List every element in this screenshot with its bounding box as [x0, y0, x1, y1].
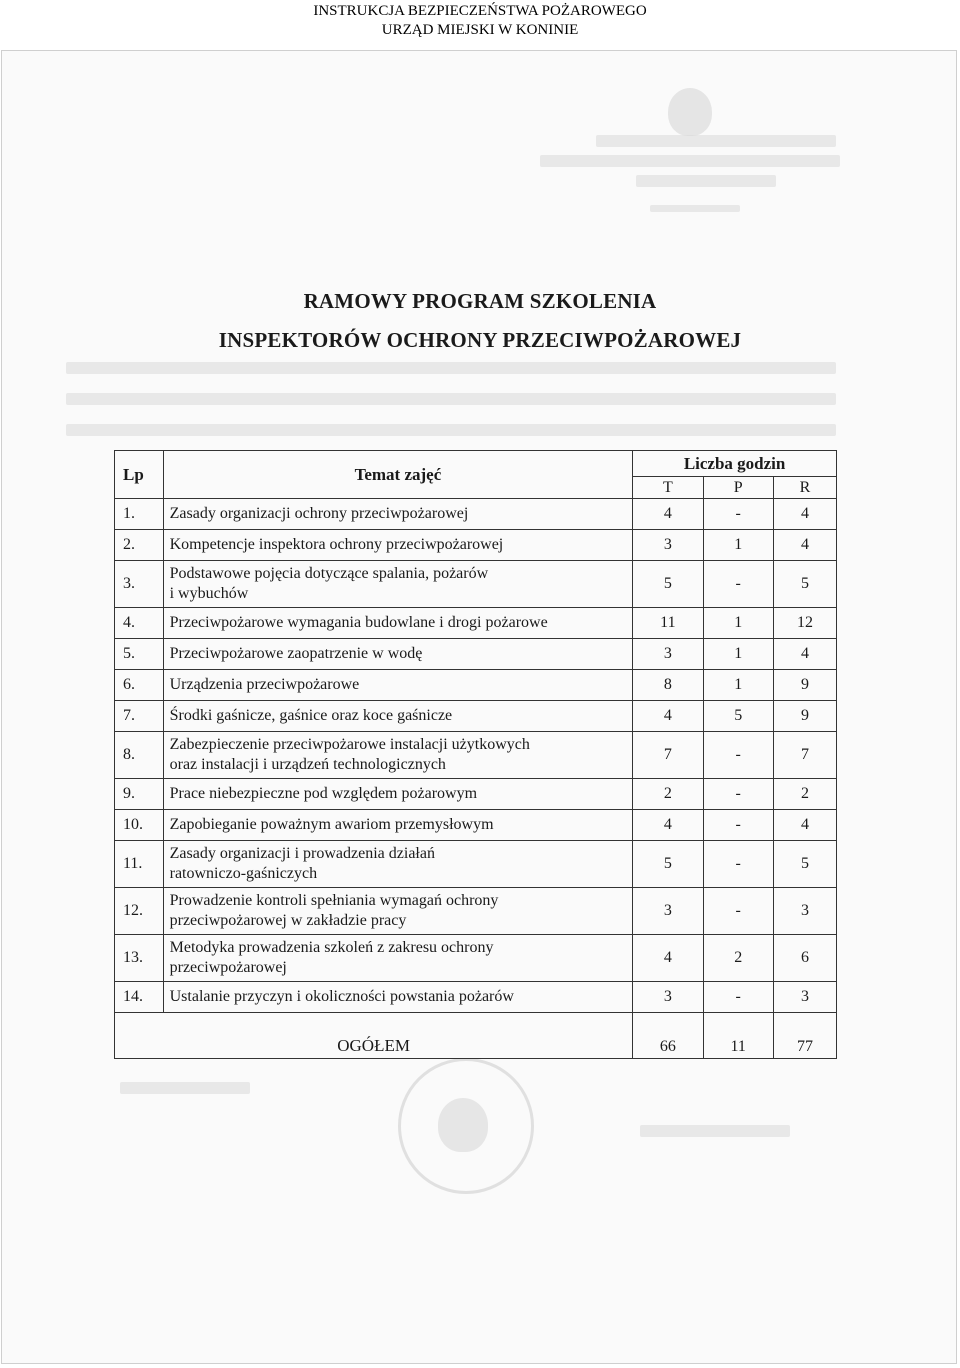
row-topic [163, 779, 633, 810]
row-hours-p: - [703, 982, 773, 1013]
row-topic [163, 732, 633, 779]
row-hours-r: 9 [773, 701, 836, 732]
table-row [115, 810, 837, 841]
row-number: 13. [115, 935, 164, 982]
row-hours-p: 1 [703, 670, 773, 701]
row-topic-line: ratowniczo-gaśniczych [169, 865, 318, 882]
row-hours-p: - [703, 732, 773, 779]
table-row [115, 888, 837, 935]
total-row [115, 1013, 837, 1059]
page-header [0, 2, 960, 40]
total-r: 77 [773, 1013, 836, 1059]
row-number: 1. [115, 499, 164, 530]
training-program-table [114, 450, 837, 1059]
row-number: 11. [115, 841, 164, 888]
row-topic [163, 701, 633, 732]
table-row [115, 499, 837, 530]
row-topic-line: Przeciwpożarowe wymagania budowlane i drogi pożarowe [169, 614, 548, 631]
row-topic-line: Metodyka prowadzenia szkoleń z zakresu ochrony [169, 939, 494, 956]
row-hours-r: 4 [773, 530, 836, 561]
row-topic [163, 530, 633, 561]
row-number: 10. [115, 810, 164, 841]
row-hours-r: 9 [773, 670, 836, 701]
row-hours-t: 4 [633, 810, 703, 841]
row-topic-line: przeciwpożarowej w zakładzie pracy [169, 912, 407, 929]
table-row [115, 608, 837, 639]
column-header-p: P [703, 477, 773, 499]
column-header-r: R [773, 477, 836, 499]
stamp-eagle-icon [438, 1098, 488, 1152]
table-row [115, 670, 837, 701]
document-title-line-1: RAMOWY PROGRAM SZKOLENIA [303, 289, 657, 313]
row-hours-r: 2 [773, 779, 836, 810]
total-t: 66 [633, 1013, 703, 1059]
row-hours-r: 6 [773, 935, 836, 982]
row-hours-t: 3 [633, 639, 703, 670]
header-line-2: URZĄD MIEJSKI W KONINIE [381, 22, 579, 38]
row-topic [163, 841, 633, 888]
row-number: 6. [115, 670, 164, 701]
row-topic [163, 561, 633, 608]
row-hours-t: 3 [633, 530, 703, 561]
row-hours-p: 1 [703, 530, 773, 561]
row-hours-t: 7 [633, 732, 703, 779]
row-hours-t: 8 [633, 670, 703, 701]
row-number: 2. [115, 530, 164, 561]
row-hours-r: 4 [773, 639, 836, 670]
row-topic-line: Przeciwpożarowe zaopatrzenie w wodę [169, 645, 423, 662]
row-topic-line: i wybuchów [169, 585, 249, 602]
row-hours-t: 4 [633, 935, 703, 982]
row-topic-line: Ustalanie przyczyn i okoliczności powstania pożarów [169, 988, 514, 1005]
row-hours-r: 3 [773, 888, 836, 935]
row-hours-p: - [703, 561, 773, 608]
table-row [115, 561, 837, 608]
row-hours-r: 7 [773, 732, 836, 779]
row-topic-line: Urządzenia przeciwpożarowe [169, 676, 360, 693]
row-topic [163, 670, 633, 701]
row-topic [163, 608, 633, 639]
eagle-emblem-icon [668, 88, 712, 136]
table-row [115, 841, 837, 888]
row-hours-r: 4 [773, 810, 836, 841]
row-hours-p: 1 [703, 639, 773, 670]
row-hours-p: 5 [703, 701, 773, 732]
row-topic-line: przeciwpożarowej [169, 959, 287, 976]
row-topic [163, 810, 633, 841]
row-hours-t: 11 [633, 608, 703, 639]
row-topic-line: Zapobieganie poważnym awariom przemysłowym [169, 816, 494, 833]
row-hours-t: 4 [633, 499, 703, 530]
table-row [115, 732, 837, 779]
row-topic-line: Kompetencje inspektora ochrony przeciwpożarowej [169, 536, 504, 553]
row-topic-line: Zasady organizacji ochrony przeciwpożarowej [169, 505, 469, 522]
row-number: 7. [115, 701, 164, 732]
column-header-topic: Temat zajęć [163, 451, 633, 499]
table-row [115, 530, 837, 561]
row-topic [163, 982, 633, 1013]
row-number: 8. [115, 732, 164, 779]
row-number: 3. [115, 561, 164, 608]
row-hours-t: 5 [633, 561, 703, 608]
row-hours-r: 5 [773, 841, 836, 888]
row-number: 14. [115, 982, 164, 1013]
table-row [115, 779, 837, 810]
row-topic [163, 935, 633, 982]
row-number: 5. [115, 639, 164, 670]
row-number: 9. [115, 779, 164, 810]
row-hours-t: 4 [633, 701, 703, 732]
row-hours-t: 3 [633, 888, 703, 935]
column-header-t: T [633, 477, 703, 499]
column-header-hours: Liczba godzin [633, 451, 837, 477]
row-hours-r: 3 [773, 982, 836, 1013]
row-number: 4. [115, 608, 164, 639]
total-p: 11 [703, 1013, 773, 1059]
row-topic-line: Podstawowe pojęcia dotyczące spalania, pożarów [169, 565, 489, 582]
row-topic-line: Prace niebezpieczne pod względem pożarowym [169, 785, 478, 802]
row-hours-r: 4 [773, 499, 836, 530]
row-hours-t: 5 [633, 841, 703, 888]
row-hours-p: - [703, 888, 773, 935]
row-topic-line: Zabezpieczenie przeciwpożarowe instalacji użytkowych [169, 736, 530, 753]
row-hours-p: 2 [703, 935, 773, 982]
row-hours-p: - [703, 810, 773, 841]
row-hours-r: 5 [773, 561, 836, 608]
table-row [115, 639, 837, 670]
column-header-lp: Lp [115, 451, 164, 499]
row-hours-p: 1 [703, 608, 773, 639]
row-topic-line: Prowadzenie kontroli spełniania wymagań ochrony [169, 892, 499, 909]
row-number: 12. [115, 888, 164, 935]
row-hours-t: 3 [633, 982, 703, 1013]
row-hours-p: - [703, 779, 773, 810]
row-hours-r: 12 [773, 608, 836, 639]
row-topic [163, 499, 633, 530]
row-topic-line: Środki gaśnicze, gaśnice oraz koce gaśnicze [169, 707, 453, 724]
row-hours-t: 2 [633, 779, 703, 810]
total-label: OGÓŁEM [115, 1013, 633, 1059]
header-line-1: INSTRUKCJA BEZPIECZEŃSTWA POŻAROWEGO [313, 3, 647, 19]
table-row [115, 982, 837, 1013]
table-row [115, 701, 837, 732]
row-hours-p: - [703, 841, 773, 888]
row-topic-line: oraz instalacji i urządzeń technologicznych [169, 756, 446, 773]
row-hours-p: - [703, 499, 773, 530]
document-title-line-2: INSPEKTORÓW OCHRONY PRZECIWPOŻAROWEJ [218, 328, 742, 352]
row-topic [163, 888, 633, 935]
table-row [115, 935, 837, 982]
row-topic-line: Zasady organizacji i prowadzenia działań [169, 845, 435, 862]
row-topic [163, 639, 633, 670]
